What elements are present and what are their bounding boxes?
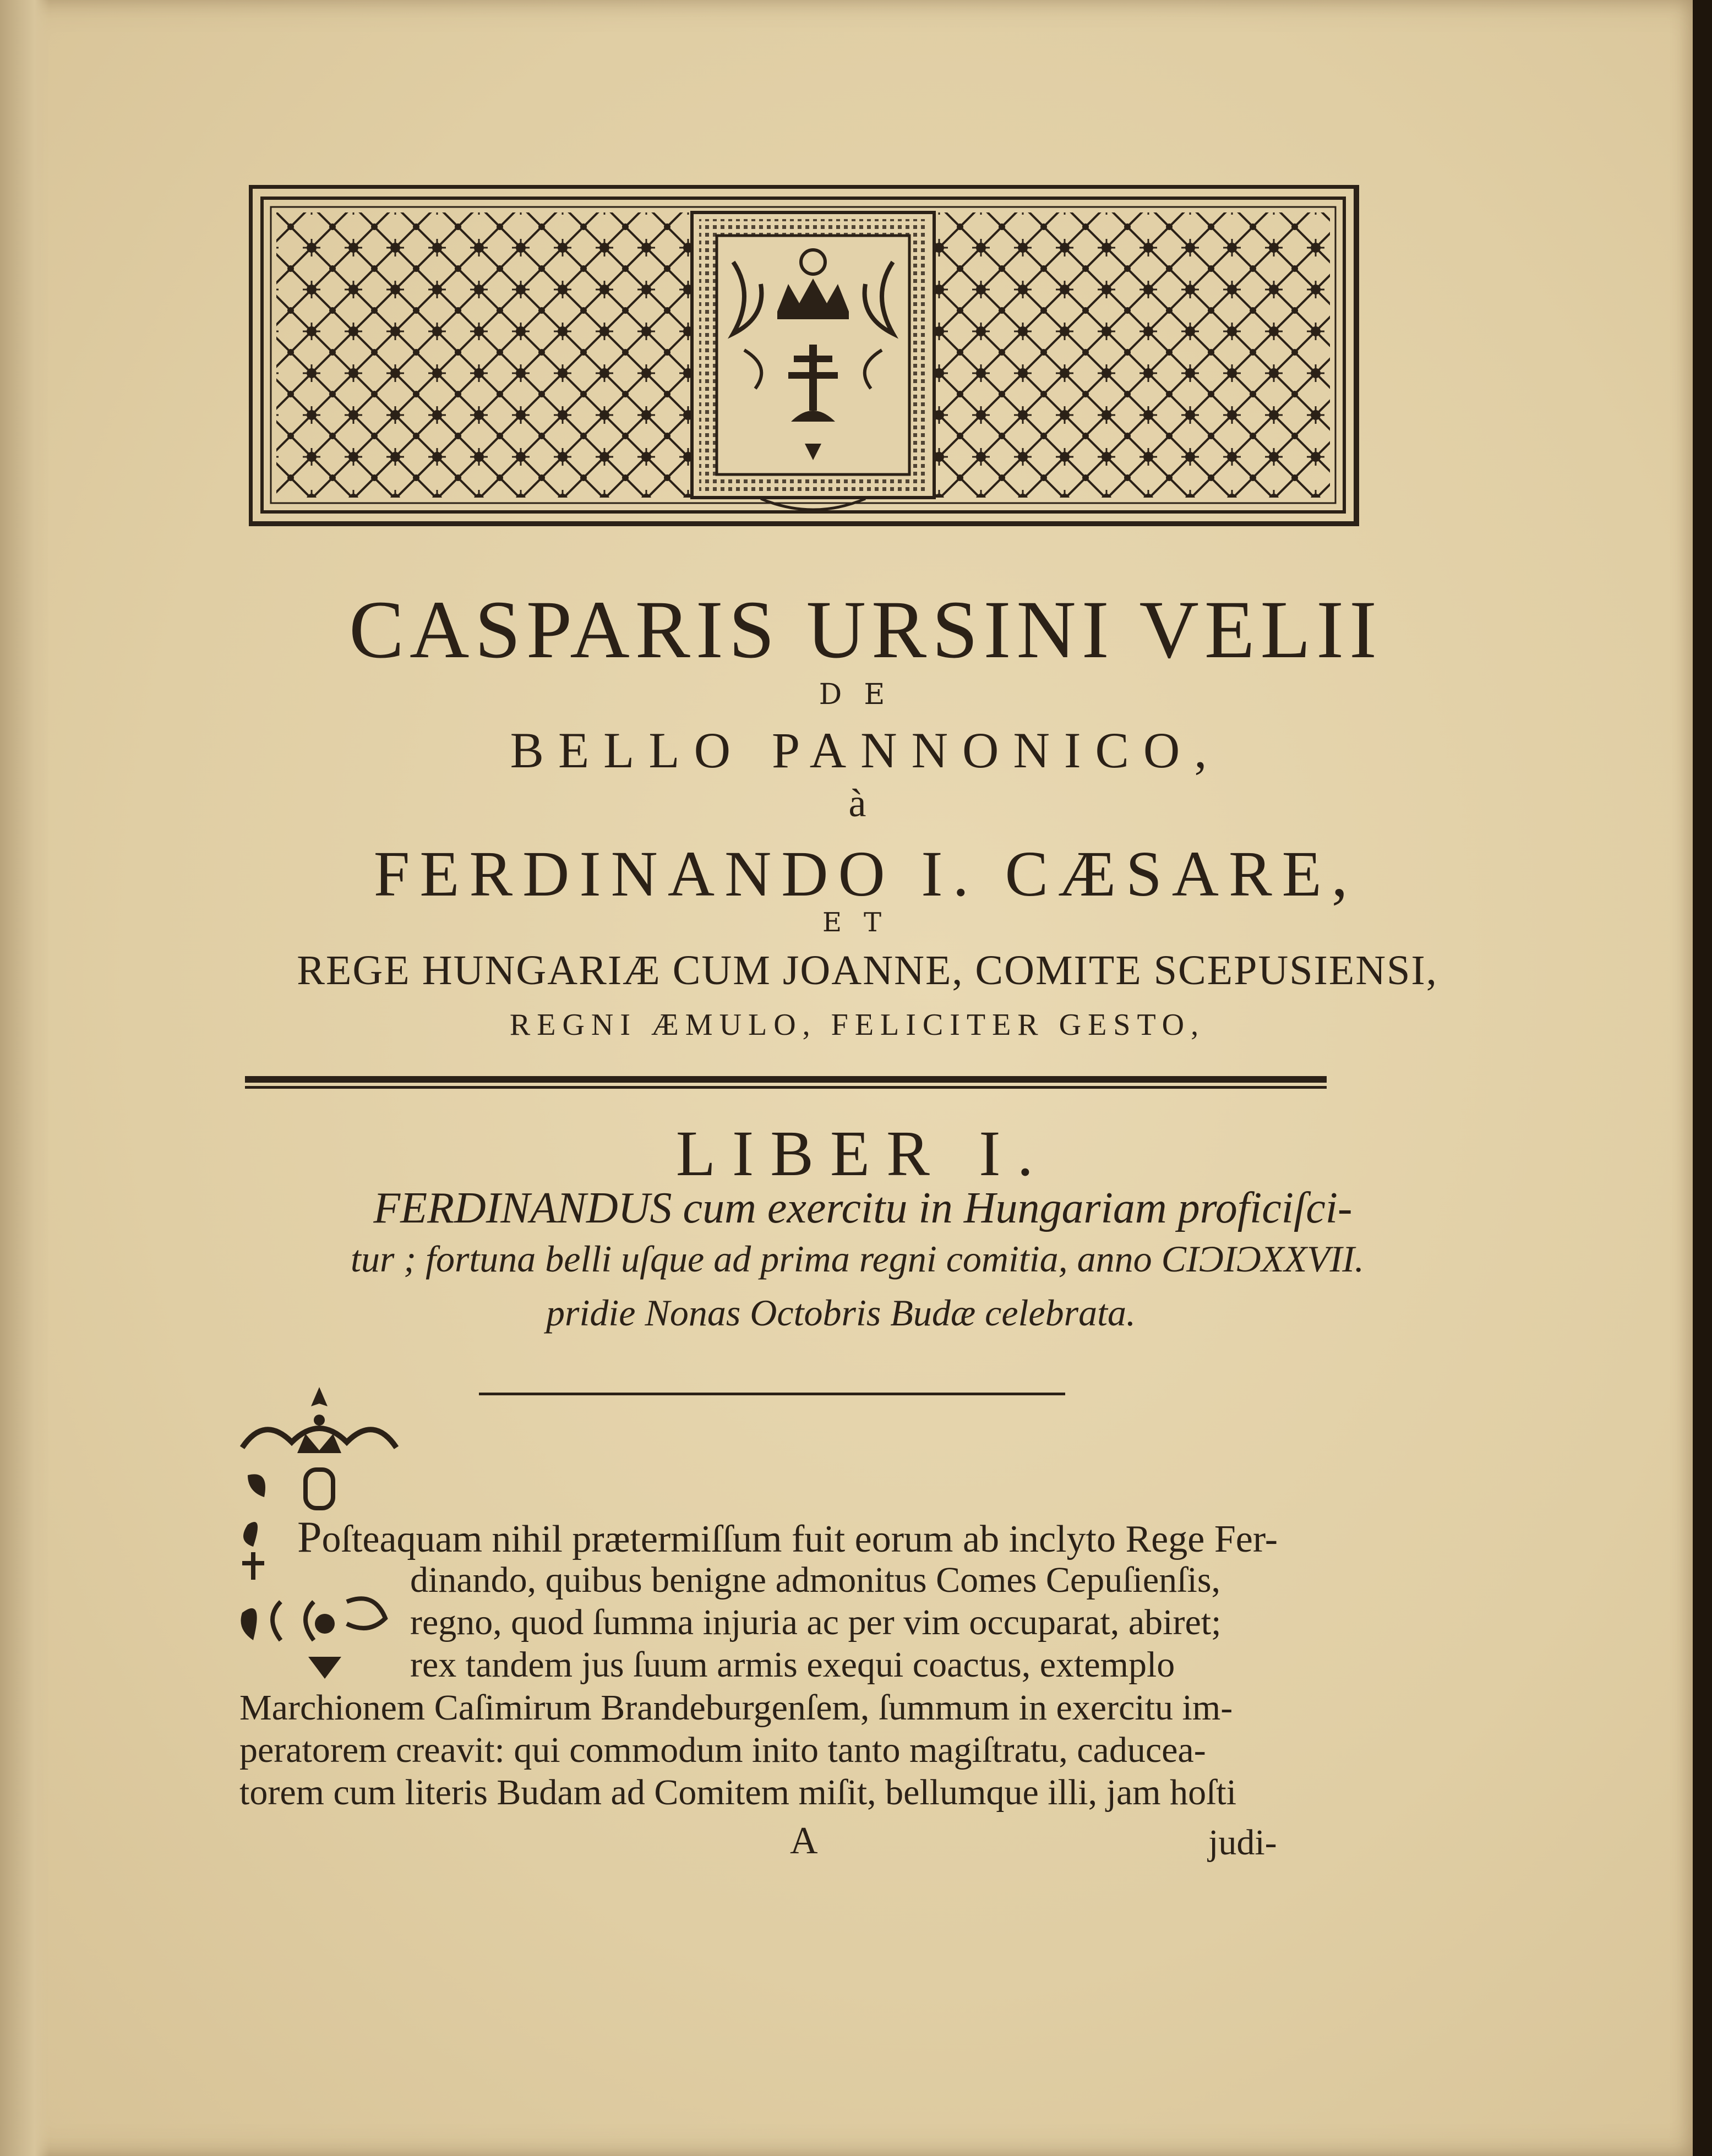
book-heading: LIBER I.	[675, 1117, 1050, 1189]
summary-line-3: pridie Nonas Octobris Budæ celebrata.	[546, 1292, 1136, 1334]
text-line-5: Marchionem Caſimirum Brandeburgenſem, ſummum in exercitu im-	[239, 1688, 1233, 1728]
text-line-4: rex tandem jus ſuum armis exequi coactus, extemplo	[410, 1645, 1175, 1685]
title-line-6: ET	[822, 907, 904, 938]
signature-mark: A	[790, 1820, 818, 1862]
drop-initial: P	[297, 1513, 322, 1562]
text-line-3: regno, quod ſumma injuria ac per vim occuparat, abiret;	[410, 1602, 1222, 1642]
title-line-4: à	[848, 781, 866, 825]
title-line-7: REGE HUNGARIÆ CUM JOANNE, COMITE SCEPUSIENSI,	[297, 947, 1438, 994]
title-line-2: DE	[819, 678, 907, 711]
title-line-1: CASPARIS URSINI VELII	[349, 584, 1382, 675]
headpiece-ornament	[249, 185, 1361, 526]
summary-line-2: tur ; fortuna belli uſque ad prima regni comitia, anno CIƆIƆXXVII.	[351, 1238, 1364, 1280]
text-line-1	[297, 1513, 1278, 1562]
text-line-1-rest: oſteaquam nihil prætermiſſum fuit eorum ab inclyto Rege Fer-	[321, 1518, 1278, 1560]
double-rule	[245, 1076, 1327, 1093]
text-line-7: torem cum literis Budam ad Comitem miſit, bellumque illi, jam hoſti	[239, 1772, 1237, 1813]
title-line-5: FERDINANDO I. CÆSARE,	[373, 838, 1358, 910]
text-line-2: dinando, quibus benigne admonitus Comes Cepuſienſis,	[410, 1560, 1221, 1600]
text-line-6: peratorem creavit: qui commodum inito tanto magiſtratu, caducea-	[239, 1730, 1206, 1770]
page-gutter	[0, 0, 50, 2156]
title-line-8: REGNI ÆMULO, FELICITER GESTO,	[509, 1008, 1206, 1042]
short-rule	[479, 1393, 1065, 1395]
catchword: judi-	[1208, 1822, 1277, 1863]
summary-line-1: FERDINANDUS cum exercitu in Hungariam proficiſci-	[373, 1184, 1353, 1232]
title-line-3: BELLO PANNONICO,	[510, 722, 1222, 778]
